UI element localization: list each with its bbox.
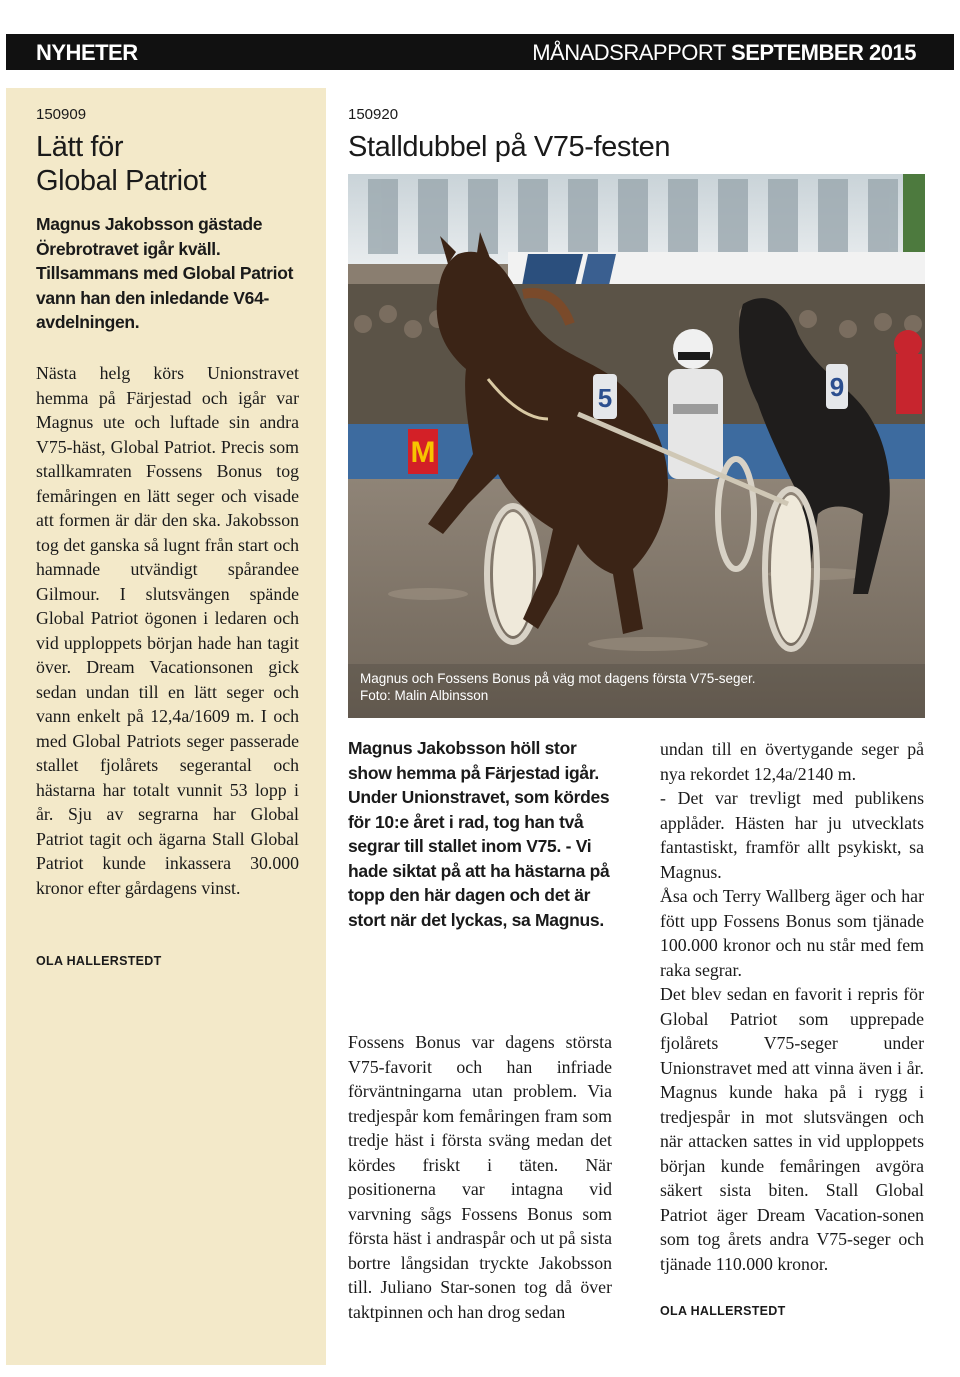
report-title	[532, 40, 916, 66]
page-header	[6, 34, 954, 70]
svg-text:M: M	[410, 436, 436, 469]
photo-number-back: 9	[829, 372, 845, 402]
article2-headline: Stalldubbel på V75-festen	[348, 131, 671, 163]
article1-date: 150909	[36, 106, 87, 123]
report-prefix: MÅNADSRAPPORT	[532, 40, 726, 65]
article2-body-right-p4: Det blev sedan en favorit i repris för Global Patriot som upprepade fjolårets V75-seger under Unionstravet med att vinna även i år. Magnus kunde haka på i rygg i tredjespår in mot slutsvängen och när attacken sattes in vid upploppets början kunde femåringen avgöra säkert sista biten. Stall Global Patriot äger Dream Vacation-sonen som tog årets andra V75-seger och tjänade 110.000 kronor.	[660, 984, 924, 1274]
race-photo	[348, 174, 925, 718]
photo-caption-text: Magnus och Fossens Bonus på väg mot dagens första V75-seger.	[360, 671, 756, 686]
photo-credit: Foto: Malin Albinsson	[360, 688, 489, 703]
article2-ingress: Magnus Jakobsson höll stor show hemma på Färjestad igår. Under Unionstravet, som kördes för 10:e året i rad, tog han två segrar till stallet inom V75. - Vi hade siktat på att ha hästarna på topp den här dagen och det är stort när det lyckas, sa Magnus.	[348, 738, 610, 930]
photo-caption	[360, 670, 913, 704]
article1-byline: OLA HALLERSTEDT	[36, 954, 162, 968]
harness-racing-illustration	[348, 174, 925, 718]
article2-body-right-p1: undan till en övertygande seger på nya rekordet 12,4a/2140 m.	[660, 739, 924, 784]
article1-headline	[36, 130, 316, 198]
article2-byline: OLA HALLERSTEDT	[660, 1304, 786, 1318]
article1-body: Nästa helg körs Unionstravet hemma på Färjestad och igår var Magnus ute och luftade sin andra V75-häst, Global Patriot. Precis som stallkamraten Fossens Bonus tog femåringen en lätt seger och visade att formen är där den ska. Jakobsson tog det ganska så lugnt från start och hamnade utvändigt spårandee Gilmour. I slutsvängen spände Global Patriot ögonen i ledaren och vid upploppets början hade han tagit över. Dream Vacationsonen gick sedan undan till en lätt seger och vann enkelt på 12,4a/1609 m. I och med Global Patriots seger passerade stallet fjolårets segerantal och hästarna har totalt vunnit 53 lopp i år. Sju av segrarna har Global Patriot tagit och ägarna Stall Global Patriot kunde inkassera 30.000 kronor efter gårdagens vinst.	[36, 363, 299, 898]
article2-body-left: Fossens Bonus var dagens största V75-favorit och han infriade förväntningarna utan problem. Via tredjespår kom femåringen fram som tredje häst i första sväng medan det kördes friskt i täten. När positionerna var intagna vid varvning sågs Fossens Bonus som första häst i andraspår och ut på sista bortre långsidan tryckte Jakobsson till. Juliano Star-sonen tog då över taktpinnen och han drog sedan	[348, 1032, 612, 1322]
article2-body-right-p2: - Det var trevligt med publikens applåder. Hästen har ju utvecklats fantastiskt, framför allt psykiskt, sa Magnus.	[660, 788, 924, 882]
photo-number-front: 5	[597, 383, 613, 413]
article2-date: 150920	[348, 106, 399, 123]
article2-body-right-p3: Åsa och Terry Wallberg äger och har fött upp Fossens Bonus som tjänade 100.000 kronor och nu står med fem raka segrar.	[660, 886, 924, 980]
section-title: NYHETER	[36, 40, 138, 65]
report-month: SEPTEMBER 2015	[731, 40, 916, 65]
article1-headline-line2: Global Patriot	[36, 165, 207, 197]
article1-ingress: Magnus Jakobsson gästade Örebrotravet igår kväll. Tillsammans med Global Patriot vann han den inledande V64-avdelningen.	[36, 214, 294, 332]
article1-headline-line1: Lätt för	[36, 131, 124, 163]
article-sidebar	[6, 88, 326, 1365]
